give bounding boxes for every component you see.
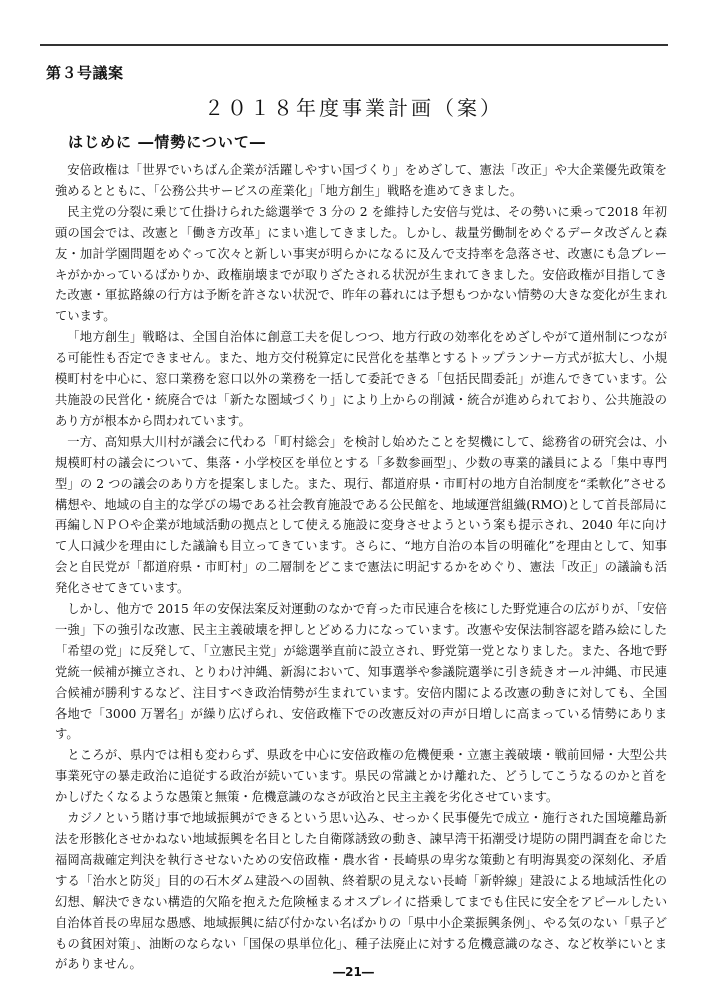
paragraph: 安倍政権は「世界でいちばん企業が活躍しやすい国づくり」をめざして、憲法「改正」や大企業優先政策を強めるとともに、「公務公共サービスの産業化」「地方創生」戦略を進めてきました。 — [55, 163, 667, 198]
paragraph: 「地方創生」戦略は、全国自治体に創意工夫を促しつつ、地方行政の効率化をめざしやがて道州制につながる可能性も否定できません。また、地方交付税算定に民営化を基準とするトップランナー方式が拡大し、小規模町村を中心に、窓口業務を窓口以外の業務を一括して委託できる「包括民間委託」が進んできています。公共施設の民営化・統廃合では「新たな圏域づくり」により上からの削減・統合が進められており、公共施設のあり方が根本から問われています。 — [55, 330, 667, 428]
body-text — [55, 160, 667, 975]
paragraph: ところが、県内では相も変わらず、県政を中心に安倍政権の危機便乗・立憲主義破壊・戦前回帰・大型公共事業死守の暴走政治に追従する政治が続いています。県民の常識とかけ離れた、どうしてこうなるのかと首をかしげたくなるような愚策と無策・危機意識のなさが政治と民主主義を劣化させています。 — [55, 748, 667, 805]
header-rule — [40, 44, 668, 46]
paragraph: しかし、他方で 2015 年の安保法案反対運動のなかで育った市民連合を核にした野党連合の広がりが、「安倍一強」下の強引な改憲、民主主義破壊を押しとどめる力になっています。改憲や安保法制容認を踏み絵にした「希望の党」に反発して、「立憲民主党」が総選挙直前に設立され、野党第一党となりました。また、各地で野党統一候補が擁立され、とりわけ沖縄、新潟において、知事選挙や参議院選挙に引き続きオール沖縄、市民連合候補が勝利するなど、注目すべき政治情勢が生まれています。安倍内閣による改憲の動きに対しても、全国各地で「3000 万署名」が繰り広げられ、安倍政権下での改憲反対の声が日増しに高まっている情勢にあります。 — [55, 602, 667, 742]
paragraph: カジノという賭け事で地域振興ができるという思い込み、せっかく民事優先で成立・施行された国境離島新法を形骸化させかねない地域振興を名目とした自衛隊誘致の動き、諫早湾干拓潮受け堤防の開門調査を命じた福岡高裁確定判決を執行させないための安倍政権・農水省・長崎県の卑劣な策動と有明海異変の深刻化、矛盾する「治水と防災」目的の石木ダム建設への固執、終着駅の見えない長崎「新幹線」建設による地域活性化の幻想、解決できない構造的欠陥を抱えた危険極まるオスプレイに搭乗してまでも住民に安全をアピールしたい自治体首長の卑屈な愚感、地域振興に結び付かない名ばかりの「県中小企業振興条例」、やる気のない「県子どもの貧困対策」、油断のならない「国保の県単位化」、種子法廃止に対する危機意識のなさ、など枚挙にいとまがありません。 — [55, 811, 667, 972]
agenda-label: 第３号議案 — [46, 64, 124, 82]
document-title: ２０１８年度事業計画（案） — [204, 96, 503, 120]
page-number: ―21― — [333, 965, 374, 979]
paragraph: 民主党の分裂に乗じて仕掛けられた総選挙で 3 分の 2 を維持した安倍与党は、その勢いに乗って2018 年初頭の国会では、改憲と「働き方改革」にまい進してきました。しかし、裁量労働制をめぐるデータ改ざんと森友・加計学園問題をめぐって次々と新しい事実が明らかになるに及んで支持率を急落させ、改憲にも急ブレーキがかかっているばかりか、政権崩壊までが取りざたされる状況が生まれてきました。安倍政権が目指してきた改憲・軍拡路線の行方は予断を許さない状況で、昨年の暮れには予想もつかない情勢の大きな変化が生まれています。 — [55, 204, 667, 324]
paragraph: 一方、高知県大川村が議会に代わる「町村総会」を検討し始めたことを契機にして、総務省の研究会は、小規模町村の議会について、集落・小学校区を単位とする「多数参画型」、少数の専業的議員による「集中専門型」の 2 つの議会のあり方を提案しました。また、現行、都道府県・市町村の地方自治制度を“柔軟化”させる構想や、地域の自主的な学びの場である社会教育施設である公民館を、地域運営組織(RMO)として首長部局に再編しＮＰＯや企業が地域活動の拠点として使える施設に変身させようという案も提示され、2040 年に向けて人口減少を理由にした議論も目立ってきています。さらに、“地方自治の本旨の明確化”を理由として、知事会と自民党が「都道府県・市町村」の二層制をどこまで憲法に明記するかをめぐり、憲法「改正」の議論も活発化させてきています。 — [55, 434, 667, 596]
section-heading: はじめに ―情勢について― — [68, 133, 266, 151]
